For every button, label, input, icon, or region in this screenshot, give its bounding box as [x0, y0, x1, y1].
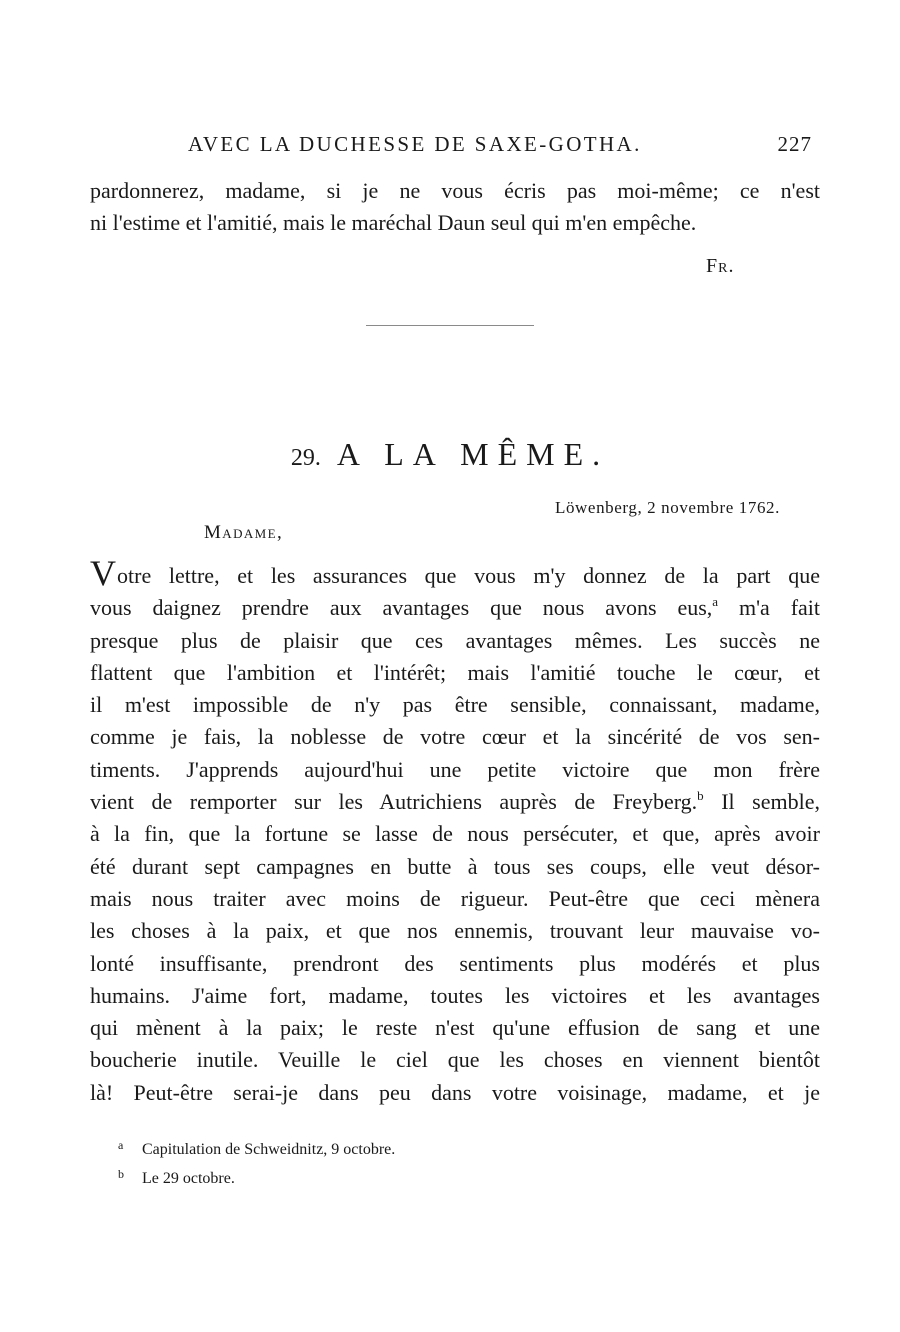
footnote-letter: a — [118, 1138, 124, 1152]
text-line: qui mènent à la paix; le reste n'est qu'une effusion de sang et une — [90, 1015, 820, 1041]
footnote-marker: b — [697, 788, 704, 804]
text-line: vient de remporter sur les Autrichiens auprès de Freyberg.$^b$ Il semble, — [90, 788, 820, 815]
footnote-text: Le 29 octobre. — [142, 1170, 235, 1187]
footnote-letter: b — [118, 1167, 124, 1181]
drop-cap: V — [90, 553, 116, 593]
letter-body — [90, 553, 821, 1109]
text-line: presque plus de plaisir que ces avantages mêmes. Les succès ne — [90, 627, 820, 653]
text-line: ni l'estime et l'amitié, mais le maréchal Daun seul qui m'en empêche. — [90, 210, 697, 235]
text-line: les choses à la paix, et que nos ennemis, trouvant leur mauvaise vo- — [90, 918, 820, 944]
text-line: flattent que l'ambition et l'intérêt; mais l'amitié touche le cœur, et — [90, 659, 820, 685]
footnote — [118, 1162, 818, 1191]
letter-number: 29. — [290, 445, 321, 471]
text-line: à la fin, que la fortune se lasse de nous persécuter, et que, après avoir — [90, 821, 820, 847]
text-line: comme je fais, la noblesse de votre cœur et la sincérité de vos sen- — [90, 724, 820, 750]
text-line: timents. J'apprends aujourd'hui une petite victoire que mon frère — [90, 756, 820, 782]
section-divider — [366, 325, 534, 326]
text-line: là! Peut-être serai-je dans peu dans votre voisinage, madame, et je — [90, 1079, 820, 1105]
letter-heading — [0, 436, 900, 473]
signature: Fr. — [706, 255, 735, 277]
text-line: lonté insuffisante, prendront des sentiments plus modérés et plus — [90, 950, 820, 976]
text-line: Votre lettre, et les assurances que vous m'y donnez de la part que — [90, 553, 820, 593]
place-date: Löwenberg, 2 novembre 1762. — [554, 498, 780, 517]
footnote-marker: a — [712, 594, 719, 610]
text-line: humains. J'aime fort, madame, toutes les victoires et les avantages — [90, 982, 820, 1008]
text-line: été durant sept campagnes en butte à tous ses coups, elle veut désor- — [90, 853, 820, 879]
text-line: mais nous traiter avec moins de rigueur. Peut-être que ceci mènera — [90, 885, 820, 911]
salutation: Madame, — [204, 522, 284, 543]
letter-title: A LA MÊME. — [336, 436, 610, 472]
text-line: vous daignez prendre aux avantages que nous avons eus,$^a$ m'a fait — [90, 594, 821, 621]
page-number: 227 — [777, 132, 812, 156]
text-line: boucherie inutile. Veuille le ciel que les choses en viennent bientôt — [90, 1047, 820, 1073]
text-line: il m'est impossible de n'y pas être sensible, connaissant, madame, — [90, 692, 820, 718]
running-title: AVEC LA DUCHESSE DE SAXE-GOTHA. — [188, 132, 642, 156]
footnote-text: Capitulation de Schweidnitz, 9 octobre. — [142, 1141, 396, 1158]
running-head — [90, 132, 820, 162]
footnote — [118, 1133, 818, 1162]
continued-letter-text — [90, 175, 820, 239]
text-line: pardonnerez, madame, si je ne vous écris pas moi-même; ce n'est — [90, 178, 820, 203]
footnotes — [118, 1133, 818, 1191]
